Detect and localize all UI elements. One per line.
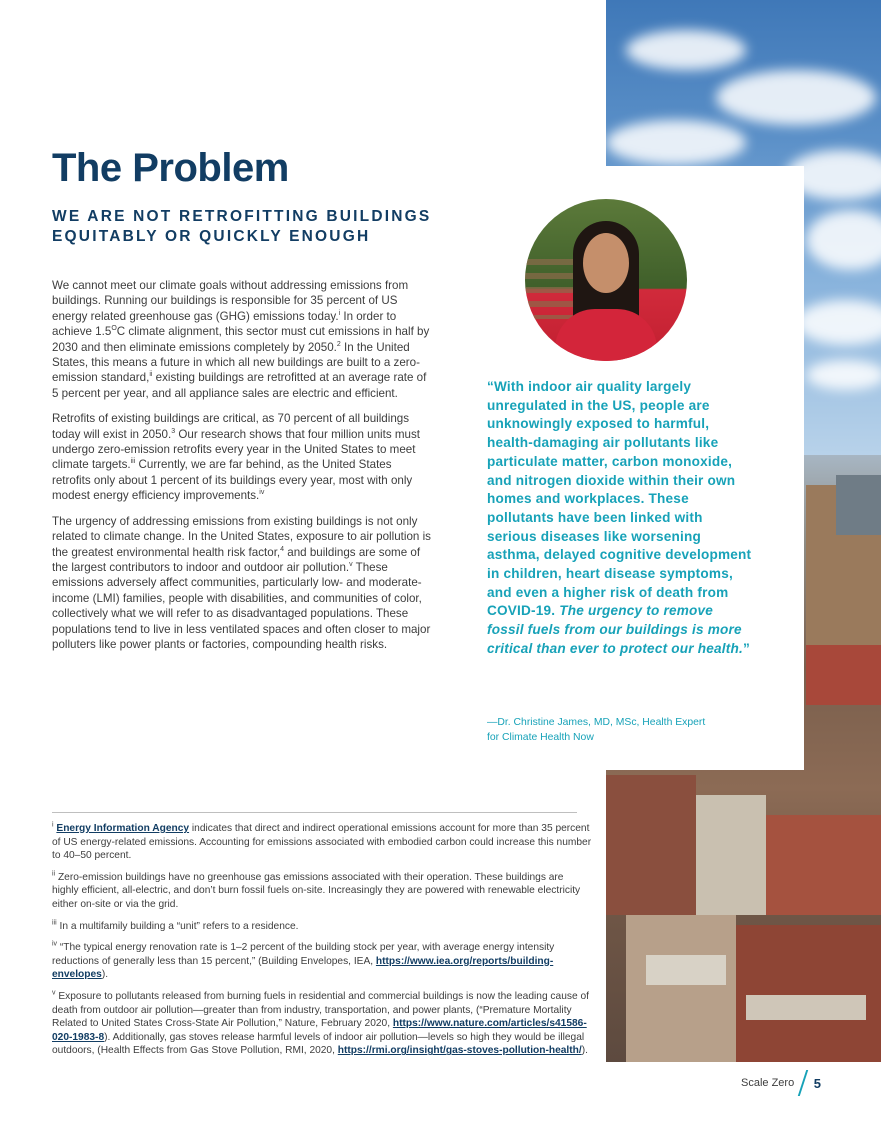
body-paragraph-1: We cannot meet our climate goals without addressing emissions from buildings. Running our buildings is responsible for 35 percent of US energy related greenhouse gas (GHG) emissions today.$^i$ In order to achieve $1.5^OC$ climate alignment, this sector must cut emissions in half by 2030 and then eliminate emissions completely by 2050.$^2$ In the United States, this means a future in which all new buildings are built to a zero-emission standard,$^{ii}$ existing buildings are retrofitted at an average rate of 5 percent per year, and all appliance sales are electric and efficient. (52, 279, 430, 400)
footnote-ref: 3 (171, 427, 176, 435)
footnote-4: $^{iv}$ “The typical energy renovation rate is 1–2 percent of the building stock per year, with average energy intensity reductions of generally less than 15 percent,” (Building Envelopes, IEA, https://www.iea.org/reports/building-envelopes). (52, 940, 555, 981)
page-footer (741, 1070, 821, 1096)
footer-slash-divider (798, 1070, 808, 1096)
eia-link[interactable]: Energy Information Agency (56, 823, 190, 834)
page-subtitle: WE ARE NOT RETROFITTING BUILDINGS EQUITABLY OR QUICKLY ENOUGH (52, 208, 432, 245)
footer-label: Scale Zero (741, 1077, 795, 1089)
body-text (52, 278, 432, 662)
footnote-5: $^v$ Exposure to pollutants released from burning fuels in residential and commercial buildings is now the leading cause of death from outdoor air pollution—greater than from industry, transportation, and power plants, (“Premature Mortality Related to United States Cross-State Air Pollution,” Nature, February 2020, https://www.nature.com/articles/s41586-020-1983-8). Additionally, gas stoves release harmful levels of indoor air pollution—levels so high they would be illegal outdoors, (Health Effects from Gas Stove Pollution, RMI, 2020, https://rmi.org/insight/gas-stoves-pollution-health/). (52, 989, 589, 1057)
quote-attribution: —Dr. Christine James, MD, MSc, Health Expert for Climate Health Now (487, 717, 706, 743)
footnote-ref: iii (130, 458, 136, 466)
footnote-ref: 2 (336, 340, 341, 348)
page-number: 5 (813, 1075, 821, 1091)
footnote-ref: ii (149, 371, 153, 379)
rmi-link[interactable]: https://rmi.org/insight/gas-stoves-pollution-health/ (337, 1045, 582, 1057)
footnote-ref: v (349, 561, 353, 569)
pull-quote: “With indoor air quality largely unregulated in the US, people are unknowingly exposed to harmful, health-damaging air pollutants like particulate matter, carbon monoxide, and nitrogen dioxide within their own homes and workplaces. These pollutants have been linked with serious diseases like worsening asthma, delayed cognitive development in children, heart disease symptoms, and even a higher risk of death from COVID-19. The urgency to remove fossil fuels from our buildings is more critical than ever to protect our health.” (487, 379, 752, 656)
footnote-ref: iv (259, 489, 265, 497)
expert-portrait-photo (525, 199, 687, 361)
body-paragraph-2: Retrofits of existing buildings are critical, as 70 percent of all buildings today will exist in 2050.$^3$ Our research shows that four million units must undergo zero-emission retrofits every year in the United States to meet climate targets.$^{iii}$ Currently, we are far behind, as the United States retrofits only about 1 percent of its buildings every year, most with only modest energy efficiency improvements.$^{iv}$ (52, 412, 420, 503)
footnotes (52, 822, 592, 1066)
footnote-1: $^i$ Energy Information Agency indicates that direct and indirect operational emissions account for more than 35 percent of US energy-related emissions. Accounting for emissions associated with embodied carbon could increase this number to 40–50 percent. (52, 821, 592, 862)
page-title: The Problem (52, 146, 289, 190)
nature-link[interactable]: https://www.nature.com/articles/s41586-020-1983-8 (52, 1018, 587, 1043)
footnote-ref: 4 (280, 545, 285, 553)
body-paragraph-3: The urgency of addressing emissions from existing buildings is not only related to climate change. In the United States, exposure to air pollution is the greatest environmental health risk factor,$^4$ and buildings are some of the largest contributors to indoor and outdoor air pollution.$^v$ These emissions adversely affect communities, particularly low- and moderate-income (LMI) families, people with disabilities, and communities of color, collectively what we will refer to as disadvantaged populations. These populations tend to live in less ventilated spaces and often closer to major polluters like power plants or factories, compounding health risks. (52, 514, 431, 651)
footnote-3: $^{iii}$ In a multifamily building a “unit” refers to a residence. (52, 919, 299, 932)
footnote-ref: i (338, 309, 341, 317)
footnote-divider (52, 812, 577, 813)
quote-emphasis: The urgency to remove fossil fuels from our buildings is more critical than ever to protect our health. (487, 603, 743, 656)
iea-link[interactable]: https://www.iea.org/reports/building-envelopes (52, 955, 554, 981)
footnote-2: $^{ii}$ Zero-emission buildings have no greenhouse gas emissions associated with their operation. These buildings are highly efficient, all-electric, and don’t burn fossil fuels on-site. Increasingly they are powered with renewable electricity either on-site or via the grid. (52, 870, 581, 910)
